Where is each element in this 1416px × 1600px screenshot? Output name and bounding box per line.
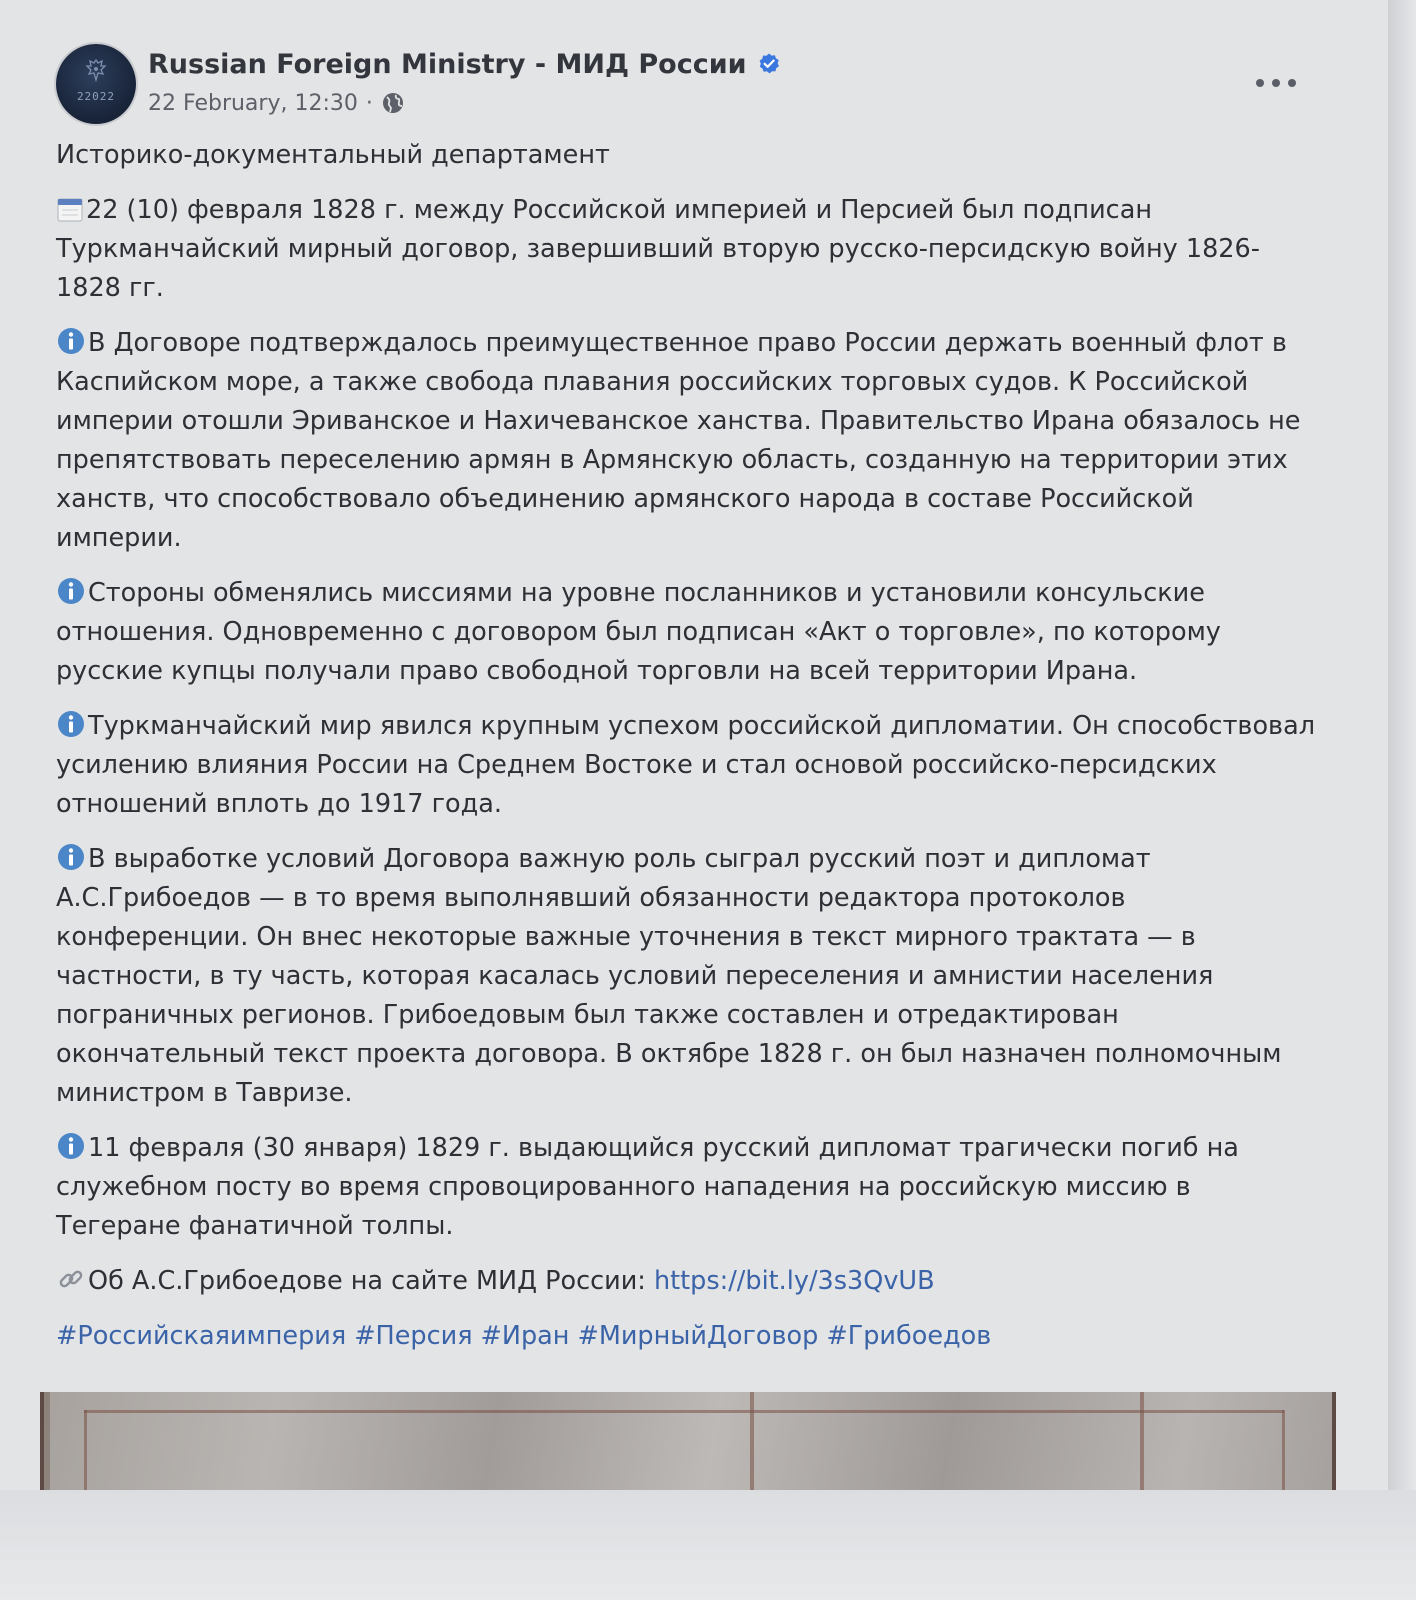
hashtag-link[interactable]: #Грибоедов bbox=[826, 1321, 992, 1351]
post-paragraph bbox=[56, 324, 1316, 558]
post-timestamp[interactable]: 22 February, 12:30 bbox=[148, 90, 358, 116]
document-frame-line bbox=[1140, 1392, 1144, 1490]
avatar-caption: 22022 bbox=[76, 90, 116, 103]
screen-edge bbox=[1388, 0, 1416, 1600]
post-paragraph bbox=[56, 574, 1316, 691]
paragraph-text: В выработке условий Договора важную роль сыграл русский поэт и дипломат А.С.Грибоедов — в то время выполнявший обязанности редактора протоколов конференции. Он внес некоторые важные уточнения в текст мирного трактата — в частности, в ту часть, которая касалась условий переселения и амнистии населения пограничных регионов. Грибоедовым был также составлен и отредактирован окончательный текст проекта договора. В октябре 1828 г. он был назначен полномочным министром в Тавризе. bbox=[56, 844, 1282, 1108]
post-body bbox=[56, 136, 1316, 1372]
hashtags bbox=[56, 1317, 1316, 1356]
paragraph-text: Стороны обменялись миссиями на уровне посланников и установили консульские отношения. Одновременно с договором был подписан «Акт о торговле», по которому русские купцы получали право свободной торговли на всей территории Ирана. bbox=[56, 578, 1221, 686]
link-line bbox=[56, 1262, 1316, 1301]
info-icon bbox=[56, 842, 86, 872]
post-paragraph bbox=[56, 191, 1316, 308]
document-frame-line bbox=[84, 1410, 87, 1490]
hashtag-link[interactable]: #МирныйДоговор bbox=[577, 1321, 819, 1351]
hashtag-link[interactable]: #Российскаяимперия bbox=[56, 1321, 347, 1351]
info-icon bbox=[56, 326, 86, 356]
info-icon bbox=[56, 1131, 86, 1161]
document-frame-line bbox=[1282, 1410, 1285, 1490]
avatar[interactable] bbox=[56, 44, 136, 124]
screen-edge bbox=[0, 1490, 1416, 1600]
info-icon bbox=[56, 576, 86, 606]
info-icon bbox=[56, 709, 86, 739]
post-paragraph bbox=[56, 707, 1316, 824]
more-options-icon bbox=[1272, 79, 1280, 87]
department-text: Историко-документальный департамент bbox=[56, 140, 610, 170]
griboedov-link[interactable]: https://bit.ly/3s3QvUB bbox=[653, 1266, 935, 1296]
link-label: Об А.С.Грибоедове на сайте МИД России: bbox=[88, 1266, 654, 1296]
more-options-icon bbox=[1288, 79, 1296, 87]
page-name[interactable]: Russian Foreign Ministry - МИД России bbox=[148, 48, 747, 80]
more-options-icon bbox=[1256, 79, 1264, 87]
paragraph-text: Туркманчайский мир явился крупным успехом российской дипломатии. Он способствовал усилению влияния России на Среднем Востоке и стал основой российско-персидских отношений вплоть до 1917 года. bbox=[56, 711, 1316, 819]
document-frame-line bbox=[84, 1410, 1284, 1413]
post-paragraph bbox=[56, 840, 1316, 1113]
link-icon bbox=[56, 1264, 86, 1294]
paragraph-text: 11 февраля (30 января) 1829 г. выдающийся русский дипломат трагически погиб на служебном посту во время спровоцированного нападения на российскую миссию в Тегеране фанатичной толпы. bbox=[56, 1133, 1239, 1241]
meta-separator: · bbox=[365, 90, 373, 116]
calendar-icon bbox=[56, 195, 84, 223]
globe-icon[interactable] bbox=[381, 91, 405, 115]
document-frame-line bbox=[750, 1392, 754, 1490]
post-paragraph bbox=[56, 1129, 1316, 1246]
page-name-row bbox=[148, 44, 781, 84]
hashtag-link[interactable]: #Персия bbox=[354, 1321, 473, 1351]
hashtag-link[interactable]: #Иран bbox=[480, 1321, 570, 1351]
post-meta bbox=[148, 86, 405, 120]
paragraph-text: В Договоре подтверждалось преимущественное право России держать военный флот в Каспийском море, а также свобода плавания российских торговых судов. К Российской империи отошли Эриванское и Нахичеванское ханства. Правительство Ирана обязалось не препятствовать переселению армян в Армянскую область, созданную на территории этих ханств, что способствовало объединению армянского народа в составе Российской империи. bbox=[56, 328, 1301, 553]
more-options-button[interactable] bbox=[1256, 68, 1296, 98]
post-header bbox=[56, 44, 1336, 128]
paragraph-text: 22 (10) февраля 1828 г. между Российской империей и Персией был подписан Туркманчайский мирный договор, завершивший вторую русско-персидскую войну 1826-1828 гг. bbox=[56, 195, 1260, 303]
post-image[interactable] bbox=[40, 1392, 1336, 1490]
department-line bbox=[56, 136, 1316, 175]
verified-badge-icon bbox=[757, 52, 781, 76]
eagle-emblem-icon bbox=[84, 58, 108, 84]
